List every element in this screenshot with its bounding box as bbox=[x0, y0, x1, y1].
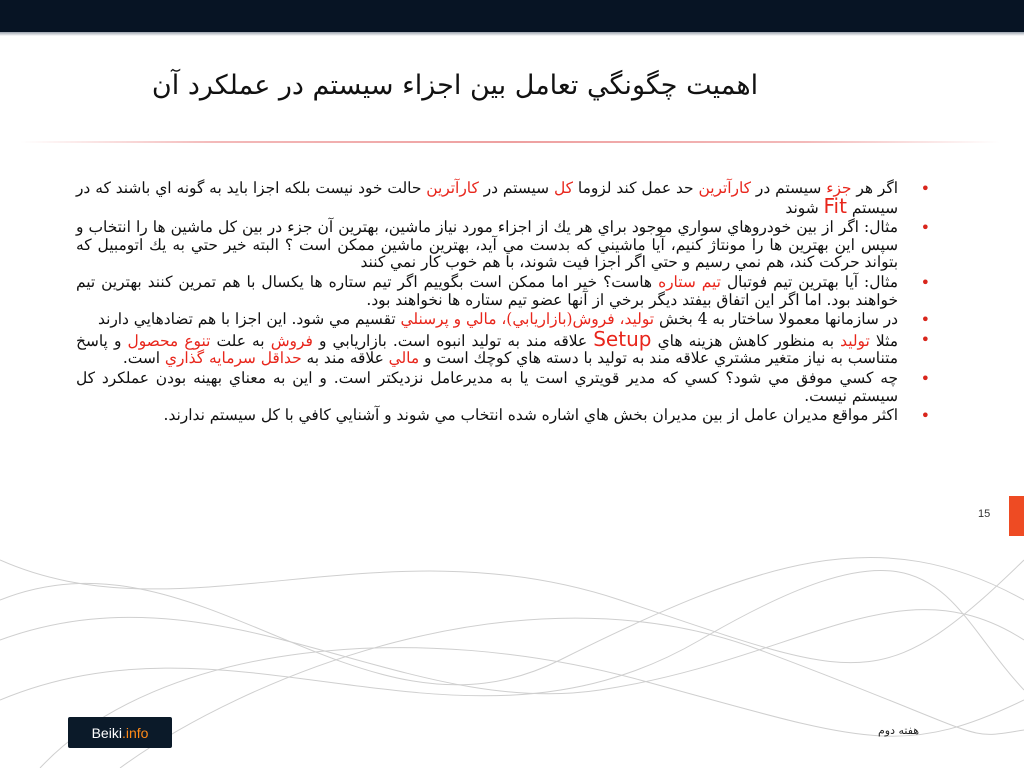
bullet-item bbox=[76, 219, 936, 272]
footer-week-label: هفته دوم bbox=[878, 724, 920, 737]
bullet-text: مثال: اگر از بين خودروهاي سواري موجود براي هر يك از اجزاء مورد نياز ماشين، بهترين آن جزء در بين كل ماشين ها را انتخاب و سپس اين بهترين ها را مونتاژ كنيم، آيا ماشيني كه بدست مي آيد، بهترين ماشين ممكن است ؟ البته خير حتي به يك اتومبيل كه بتواند حركت كند، هم نمي رسيم و حتي اگر اجزا فيت شوند، با هم خوب كار نمي كنند bbox=[76, 218, 898, 272]
brand-logo bbox=[68, 717, 172, 748]
brand-name: Beiki bbox=[91, 724, 122, 741]
highlighted-term: كل bbox=[553, 179, 573, 197]
brand-suffix: .info bbox=[121, 724, 149, 741]
bullet-text: است. bbox=[122, 349, 165, 368]
bullet-item bbox=[76, 370, 936, 405]
bullet-text: سيستم در bbox=[751, 179, 827, 197]
bullet-text: هاست؟ خير اما ممكن است بگوييم اگر تيم ستاره ها يكسال با هم تمرين كنند بهترين تيم خواهند بود. اما اگر اين اتفاق بيفتد ديگر برخي از آنها عضو تيم ستاره ها نخواهند بود. bbox=[76, 272, 898, 309]
bullet-text: اكثر مواقع مديران عامل از بين مديران بخش هاي اشاره شده انتخاب مي شوند و آشنايي كافي با كل سيستم ندارند. bbox=[163, 406, 898, 425]
highlighted-term: جزء bbox=[826, 179, 852, 197]
bullet-text: و پاسخ متناسب به نياز متغير مشتري علاقه مند به توليد با دسته هاي كوچك است و bbox=[76, 331, 898, 368]
bullet-text: سيستم در bbox=[478, 179, 554, 197]
bullet-text: به منظور كاهش هزينه هاي bbox=[651, 331, 841, 350]
bullet-text: حالت خود نيست بلكه اجزا بايد به گونه اي باشند كه در سيستم bbox=[76, 179, 898, 217]
bullet-text: مثال: آيا بهترين تيم فوتبال bbox=[720, 272, 898, 291]
bullet-item bbox=[76, 180, 936, 217]
bullet-text: در سازمانها معمولا ساختار به 4 بخش bbox=[654, 310, 898, 329]
bullet-item bbox=[76, 274, 936, 309]
bullet-text: چه كسي موفق مي شود؟ كسي كه مدير قويتري است يا به مديرعامل نزديكتر است. و اين به معناي بهينه بودن عملكرد كل سيستم نيست. bbox=[76, 368, 898, 405]
bullet-text: اگر هر bbox=[851, 179, 898, 197]
highlighted-term: توليد bbox=[840, 331, 870, 350]
bullet-text: به علت bbox=[210, 331, 271, 350]
bullet-list bbox=[76, 180, 936, 425]
highlighted-term: توليد، فروش(بازاريابي)، مالي و پرسنلي bbox=[400, 310, 655, 329]
bullet-item bbox=[76, 407, 936, 425]
bullet-text: تقسيم مي شود. اين اجزا با هم تضادهايي دارند bbox=[97, 310, 401, 329]
highlighted-term: تنوع محصول bbox=[127, 331, 211, 350]
side-accent-tab bbox=[1009, 496, 1024, 536]
highlighted-term: مالي bbox=[388, 349, 420, 368]
slide-title: اهميت چگونگي تعامل بين اجزاء سيستم در عملكرد آن bbox=[151, 70, 759, 101]
bullet-item bbox=[76, 326, 936, 368]
highlighted-term: Fit bbox=[823, 193, 847, 218]
highlighted-term: فروش bbox=[270, 331, 313, 350]
bullet-item bbox=[76, 311, 936, 329]
highlighted-term: Setup bbox=[593, 326, 652, 351]
title-divider bbox=[20, 141, 1000, 143]
bullet-text: مثلا bbox=[869, 331, 898, 350]
bullet-text: شوند bbox=[785, 198, 824, 217]
highlighted-term: حداقل سرمايه گذاري bbox=[164, 349, 302, 368]
page-number: 15 bbox=[978, 508, 991, 520]
highlighted-term: كارآترين bbox=[426, 179, 479, 197]
bullet-text: علاقه مند به توليد انبوه است. بازاريابي و bbox=[312, 331, 594, 350]
slide-content bbox=[76, 180, 936, 427]
highlighted-term: تيم ستاره bbox=[658, 272, 721, 291]
bullet-text: علاقه مند به bbox=[301, 349, 389, 368]
highlighted-term: كارآترين bbox=[698, 179, 751, 197]
bullet-text: حد عمل كند لزوما bbox=[572, 179, 699, 197]
